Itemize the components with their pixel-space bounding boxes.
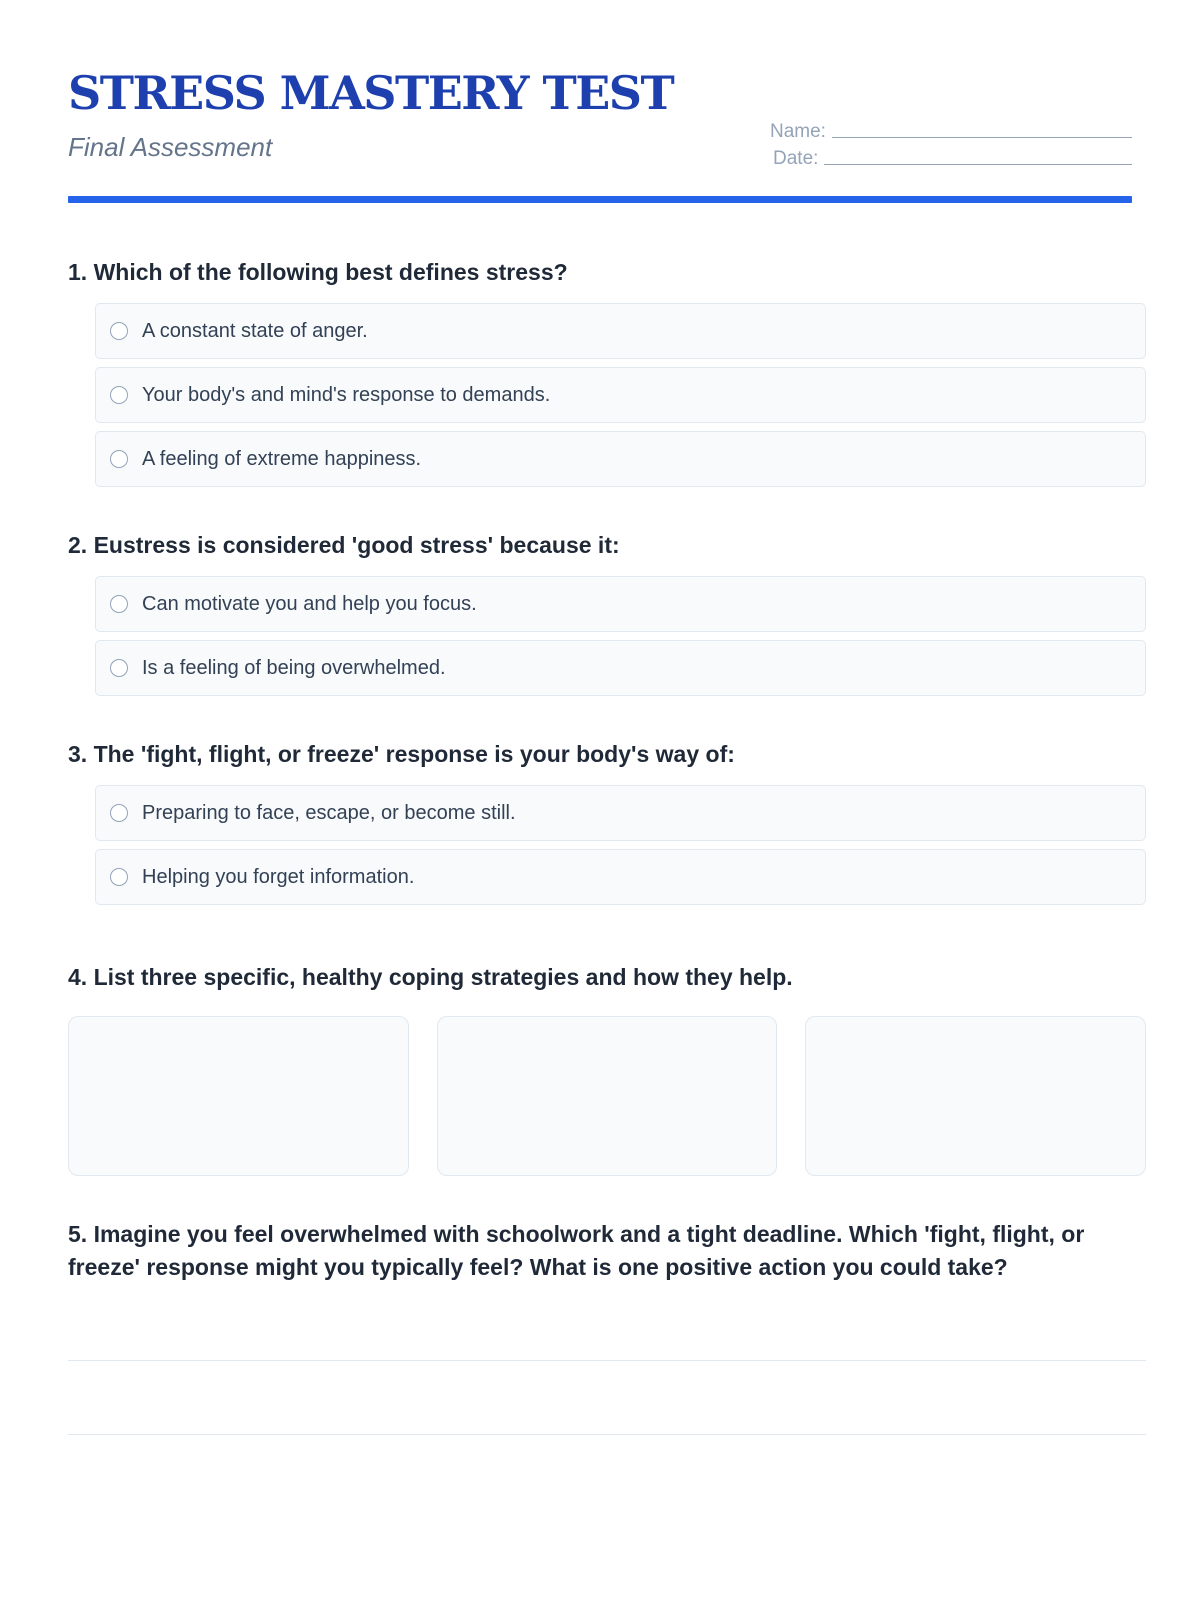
answer-line[interactable] [68,1360,1146,1361]
strategy-answer-box[interactable] [68,1016,409,1176]
question-5 [68,1218,1146,1435]
option-choice[interactable] [95,640,1146,696]
name-label: Name: [770,121,826,142]
radio-button[interactable] [110,595,128,613]
radio-button[interactable] [110,804,128,822]
radio-button[interactable] [110,450,128,468]
radio-button[interactable] [110,659,128,677]
name-field[interactable] [832,136,1132,138]
option-label: Preparing to face, escape, or become still. [142,801,516,824]
options-list [95,576,1146,696]
option-label: Can motivate you and help you focus. [142,592,477,615]
options-list [95,785,1146,905]
strategy-answer-box[interactable] [437,1016,778,1176]
date-label: Date: [773,148,819,169]
question-text: 4. List three specific, healthy coping strategies and how they help. [68,964,793,990]
option-label: Helping you forget information. [142,865,415,888]
student-info [770,116,1132,170]
option-choice[interactable] [95,431,1146,487]
options-list [95,303,1146,487]
date-row [770,143,1132,170]
question-1 [68,256,1146,495]
option-choice[interactable] [95,303,1146,359]
question-text: 5. Imagine you feel overwhelmed with schoolwork and a tight deadline. Which 'fight, flight, or freeze' response might you typically feel? What is one positive action you could take? [68,1221,1085,1280]
strategy-boxes [68,1016,1146,1176]
option-choice[interactable] [95,576,1146,632]
radio-button[interactable] [110,386,128,404]
header-divider [68,196,1132,203]
option-choice[interactable] [95,849,1146,905]
option-choice[interactable] [95,785,1146,841]
date-field[interactable] [824,163,1132,165]
option-label: Is a feeling of being overwhelmed. [142,656,446,679]
question-4 [68,961,1146,1176]
question-text: 1. Which of the following best defines stress? [68,259,568,285]
question-2 [68,529,1146,704]
name-row [770,116,1132,143]
option-label: Your body's and mind's response to demands. [142,383,551,406]
question-text: 2. Eustress is considered 'good stress' because it: [68,532,620,558]
option-label: A feeling of extreme happiness. [142,447,422,470]
question-text: 3. The 'fight, flight, or freeze' response is your body's way of: [68,741,735,767]
strategy-answer-box[interactable] [805,1016,1146,1176]
page-subtitle: Final Assessment [68,132,273,162]
answer-line[interactable] [68,1434,1146,1435]
radio-button[interactable] [110,868,128,886]
worksheet-header [68,0,1132,202]
option-choice[interactable] [95,367,1146,423]
radio-button[interactable] [110,322,128,340]
page-title: STRESS MASTERY TEST [68,66,674,120]
option-label: A constant state of anger. [142,319,368,342]
question-3 [68,738,1146,913]
